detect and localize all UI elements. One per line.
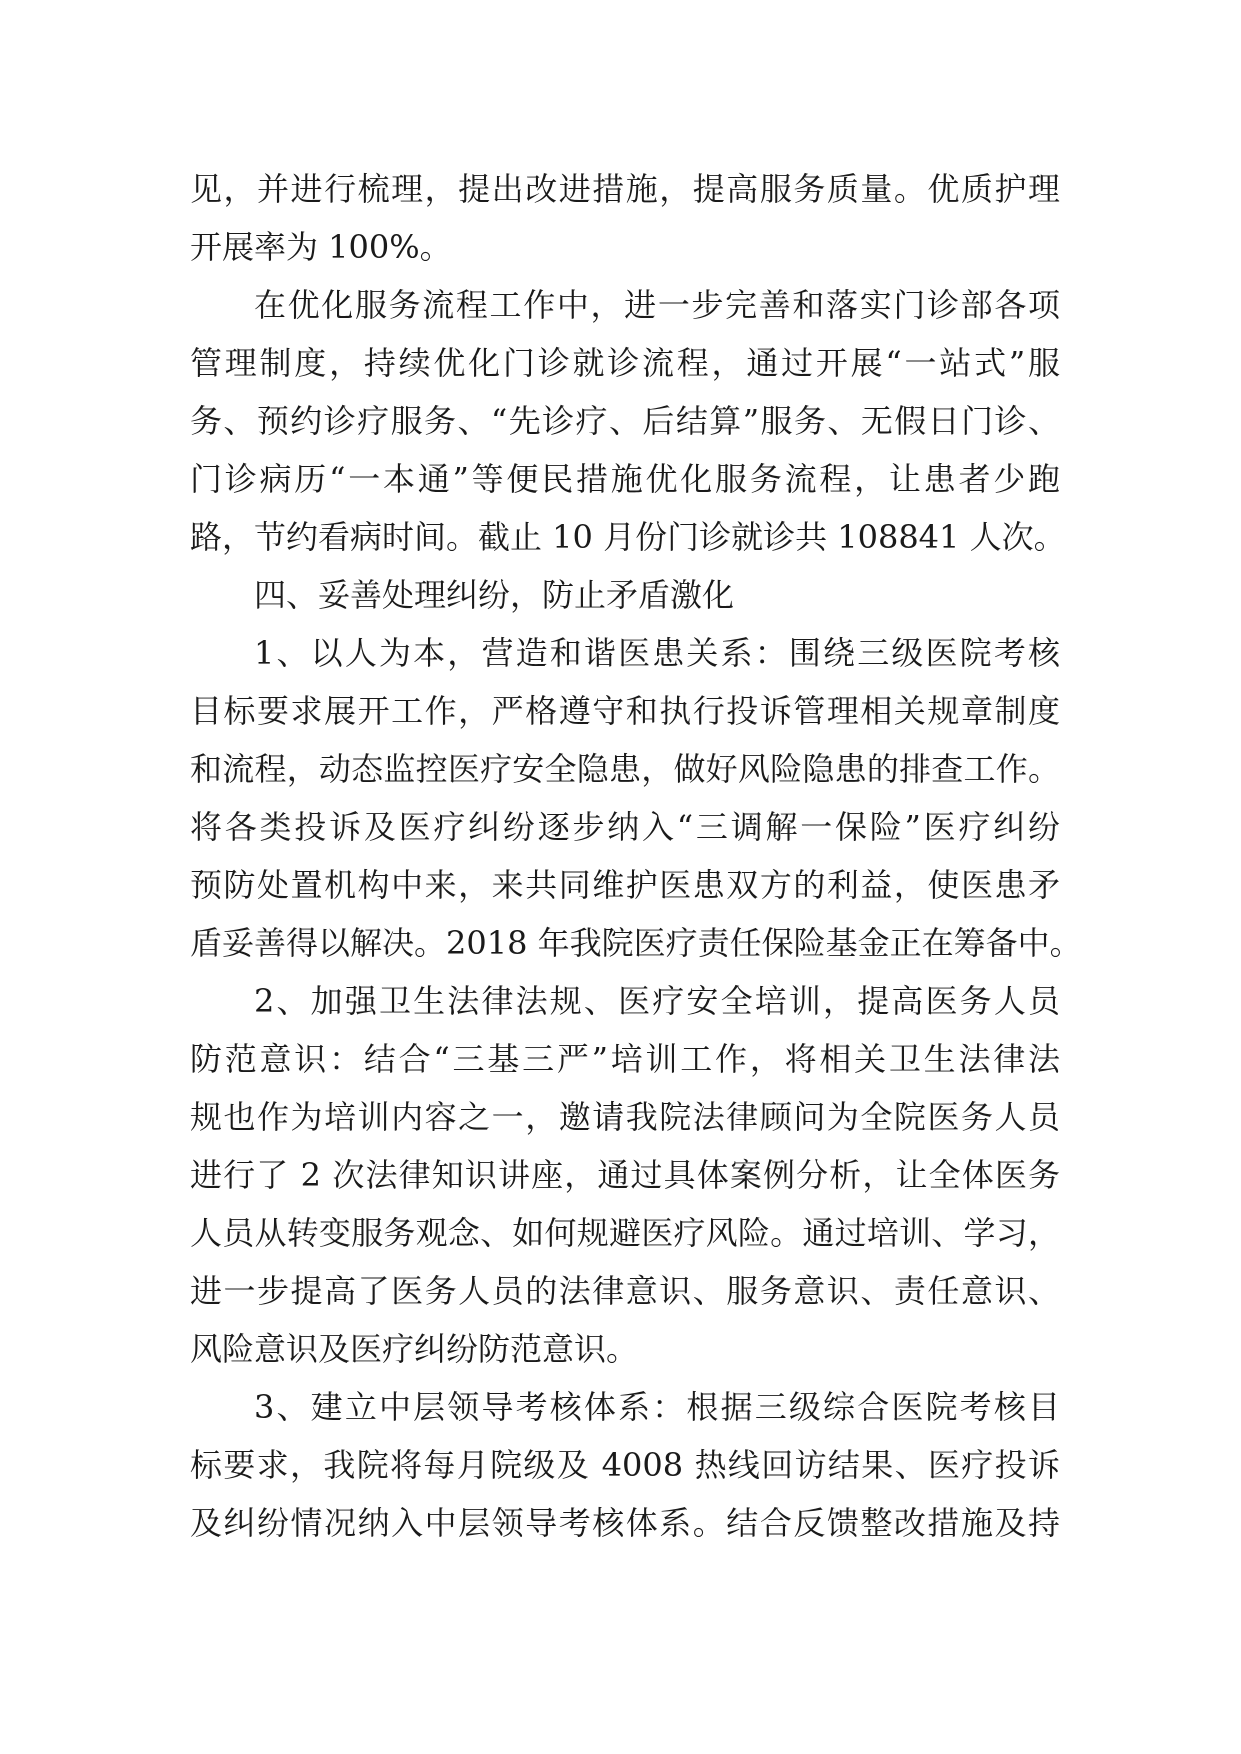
text-line: 管理制度，持续优化门诊就诊流程，通过开展“一站式”服 (190, 344, 1060, 382)
text-line: 开展率为 100%。 (190, 228, 452, 266)
text-line: 务、预约诊疗服务、“先诊疗、后结算”服务、无假日门诊、 (190, 402, 1060, 440)
text-line: 目标要求展开工作，严格遵守和执行投诉管理相关规章制度 (190, 692, 1060, 730)
text-line: 进行了 2 次法律知识讲座，通过具体案例分析，让全体医务 (190, 1156, 1060, 1194)
text-line: 防范意识：结合“三基三严”培训工作，将相关卫生法律法 (190, 1040, 1060, 1078)
paragraph-start-line: 1、以人为本，营造和谐医患关系：围绕三级医院考核 (254, 634, 1060, 672)
text-line: 盾妥善得以解决。2018 年我院医疗责任保险基金正在筹备中。 (190, 924, 1082, 962)
text-line: 预防处置机构中来，来共同维护医患双方的利益，使医患矛 (190, 866, 1060, 904)
paragraph-start-line: 在优化服务流程工作中，进一步完善和落实门诊部各项 (254, 286, 1060, 324)
document-body (190, 160, 1082, 1552)
paragraph-start-line: 3、建立中层领导考核体系：根据三级综合医院考核目 (254, 1388, 1060, 1426)
text-line: 及纠纷情况纳入中层领导考核体系。结合反馈整改措施及持 (190, 1504, 1060, 1542)
text-line: 规也作为培训内容之一，邀请我院法律顾问为全院医务人员 (190, 1098, 1060, 1136)
text-line: 人员从转变服务观念、如何规避医疗风险。通过培训、学习， (190, 1214, 1060, 1252)
text-line: 进一步提高了医务人员的法律意识、服务意识、责任意识、 (190, 1272, 1060, 1310)
text-line: 路，节约看病时间。截止 10 月份门诊就诊共 108841 人次。 (190, 518, 1066, 556)
section-heading: 四、妥善处理纠纷，防止矛盾激化 (254, 576, 735, 614)
text-line: 标要求，我院将每月院级及 4008 热线回访结果、医疗投诉 (190, 1446, 1060, 1484)
text-line: 见，并进行梳理，提出改进措施，提高服务质量。优质护理 (190, 170, 1060, 208)
text-line: 和流程，动态监控医疗安全隐患，做好风险隐患的排查工作。 (190, 750, 1060, 788)
text-line: 将各类投诉及医疗纠纷逐步纳入“三调解一保险”医疗纠纷 (190, 808, 1060, 846)
paragraph-start-line: 2、加强卫生法律法规、医疗安全培训，提高医务人员 (254, 982, 1060, 1020)
text-line: 风险意识及医疗纠纷防范意识。 (190, 1330, 639, 1368)
text-line: 门诊病历“一本通”等便民措施优化服务流程，让患者少跑 (190, 460, 1060, 498)
